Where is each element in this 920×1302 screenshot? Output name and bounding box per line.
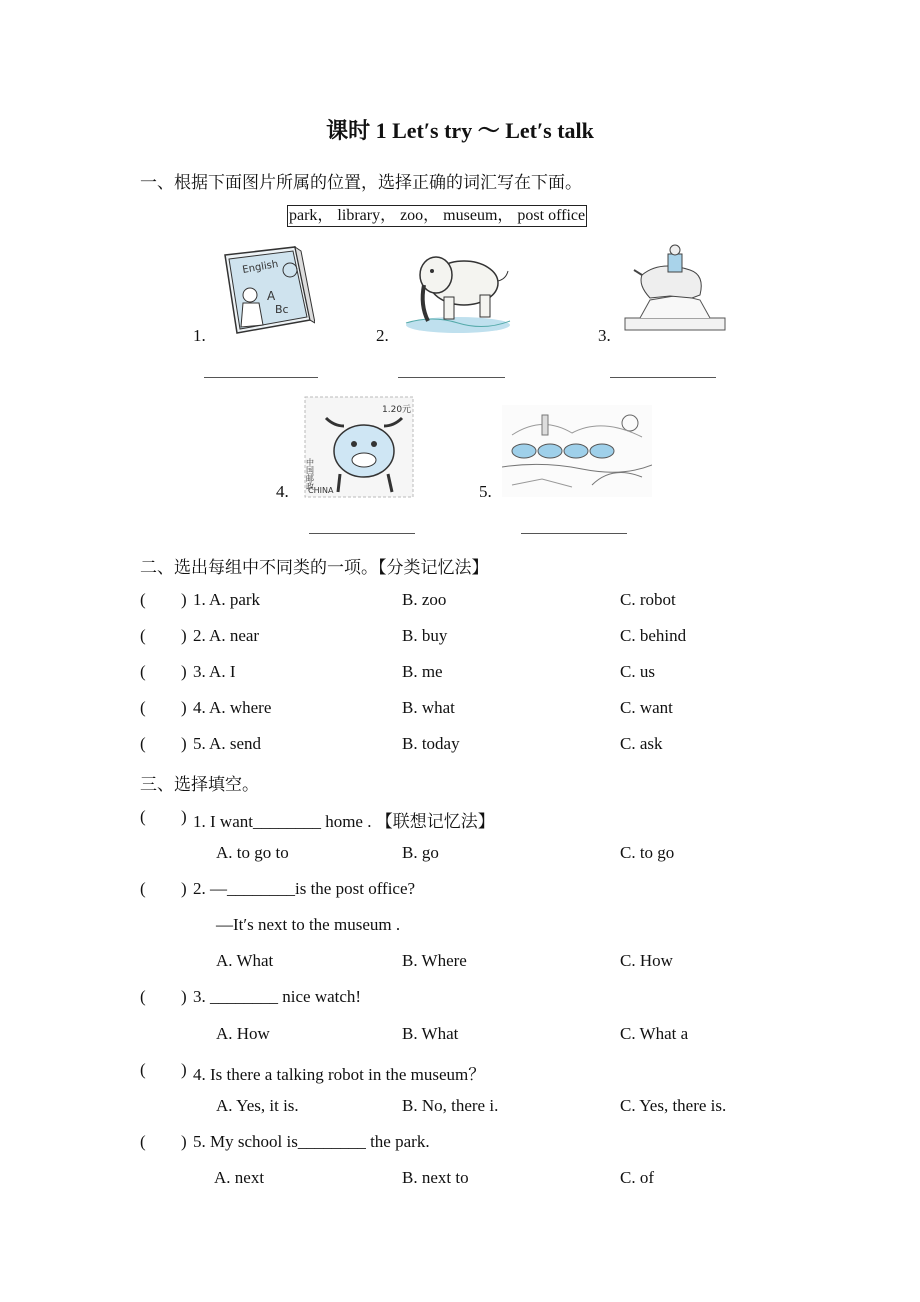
book-label: English: [241, 258, 280, 276]
answer-paren-close: ): [181, 1060, 187, 1079]
park-scene-icon: [502, 405, 652, 497]
item-number-2: 2.: [376, 326, 389, 345]
option-c: C. Yes, there is.: [620, 1096, 727, 1115]
answer-line-5[interactable]: [521, 533, 627, 534]
item-number-3: 3.: [598, 326, 611, 345]
option-c: C. of: [620, 1168, 654, 1187]
answer-paren-open[interactable]: (: [140, 1060, 146, 1079]
section3-heading: 三、选择填空。: [140, 775, 259, 794]
answer-paren-close: ): [181, 734, 187, 753]
answer-paren-open[interactable]: (: [140, 698, 146, 717]
answer-paren-open[interactable]: (: [140, 626, 146, 645]
option-c: C. ask: [620, 734, 663, 753]
answer-paren-open[interactable]: (: [140, 807, 146, 826]
answer-line-3[interactable]: [610, 377, 716, 378]
svg-text:Bc: Bc: [275, 303, 289, 316]
stamp-country: CHINA: [308, 486, 334, 495]
answer-paren-close: ): [181, 626, 187, 645]
answer-line-1[interactable]: [204, 377, 318, 378]
question-text: 2. —________is the post office?: [193, 879, 416, 898]
option-b: B. Where: [402, 951, 467, 970]
answer-line-4[interactable]: [309, 533, 415, 534]
answer-paren-close: ): [181, 662, 187, 681]
option-c: C. What a: [620, 1024, 689, 1043]
option-b: B. What: [402, 1024, 459, 1043]
option-a: A. to go to: [216, 843, 289, 862]
answer-paren-close: ): [181, 987, 187, 1006]
stamp-price: 1.20元: [382, 405, 412, 415]
answer-paren-open[interactable]: (: [140, 1132, 146, 1151]
answer-paren-close: ): [181, 807, 187, 826]
stamp-icon: [304, 396, 414, 498]
horse-statue-icon: [620, 240, 730, 335]
option-b: B. today: [402, 734, 460, 753]
answer-paren-close: ): [181, 1132, 187, 1151]
answer-paren-close: ): [181, 698, 187, 717]
book-icon: [215, 245, 315, 337]
item-number-4: 4.: [276, 482, 289, 501]
option-c: C. want: [620, 698, 673, 717]
item-number-1: 1.: [193, 326, 206, 345]
option-c: C. behind: [620, 626, 687, 645]
option-b: B. next to: [402, 1168, 469, 1187]
option-a: A. next: [214, 1168, 265, 1187]
option-b: B. zoo: [402, 590, 447, 609]
option-c: C. to go: [620, 843, 675, 862]
question-text: 3. ________ nice watch!: [193, 987, 362, 1006]
answer-paren-open[interactable]: (: [140, 987, 146, 1006]
option-b: B. me: [402, 662, 443, 681]
answer-paren-close: ): [181, 879, 187, 898]
svg-text:A: A: [267, 289, 276, 303]
question-text: 5. My school is________ the park.: [193, 1132, 430, 1151]
option-c: C. us: [620, 662, 655, 681]
question-text: 1. I want________ home . 【联想记忆法】: [193, 812, 495, 831]
answer-paren-open[interactable]: (: [140, 879, 146, 898]
option-a: 3. A. I: [193, 662, 236, 681]
elephant-icon: [402, 245, 514, 335]
answer-line-2[interactable]: [398, 377, 505, 378]
option-b: B. go: [402, 843, 439, 862]
answer-paren-open[interactable]: (: [140, 590, 146, 609]
stamp-chinese: 中国邮政: [305, 458, 315, 490]
option-a: 4. A. where: [193, 698, 272, 717]
option-c: C. robot: [620, 590, 676, 609]
answer-paren-open[interactable]: (: [140, 734, 146, 753]
section2-heading: 二、选出每组中不同类的一项。【分类记忆法】: [140, 558, 489, 577]
answer-paren-open[interactable]: (: [140, 662, 146, 681]
option-a: 2. A. near: [193, 626, 260, 645]
option-b: B. No, there i.: [402, 1096, 499, 1115]
section1-heading: 一、根据下面图片所属的位置，选择正确的词汇写在下面。: [140, 173, 582, 192]
option-a: A. What: [216, 951, 274, 970]
item-number-5: 5.: [479, 482, 492, 501]
option-b: B. what: [402, 698, 455, 717]
option-a: A. Yes, it is.: [216, 1096, 299, 1115]
option-c: C. How: [620, 951, 673, 970]
page-title: 课时 1 Let′s try ～ Let′s talk: [326, 118, 594, 143]
answer-paren-close: ): [181, 590, 187, 609]
option-a: A. How: [216, 1024, 270, 1043]
option-a: 5. A. send: [193, 734, 261, 753]
option-b: B. buy: [402, 626, 448, 645]
option-a: 1. A. park: [193, 590, 261, 609]
question-text: 4. Is there a talking robot in the museum？: [193, 1065, 486, 1084]
word-bank: park， library， zoo， museum， post office: [287, 205, 587, 227]
dialogue-reply: —It′s next to the museum .: [216, 915, 401, 934]
